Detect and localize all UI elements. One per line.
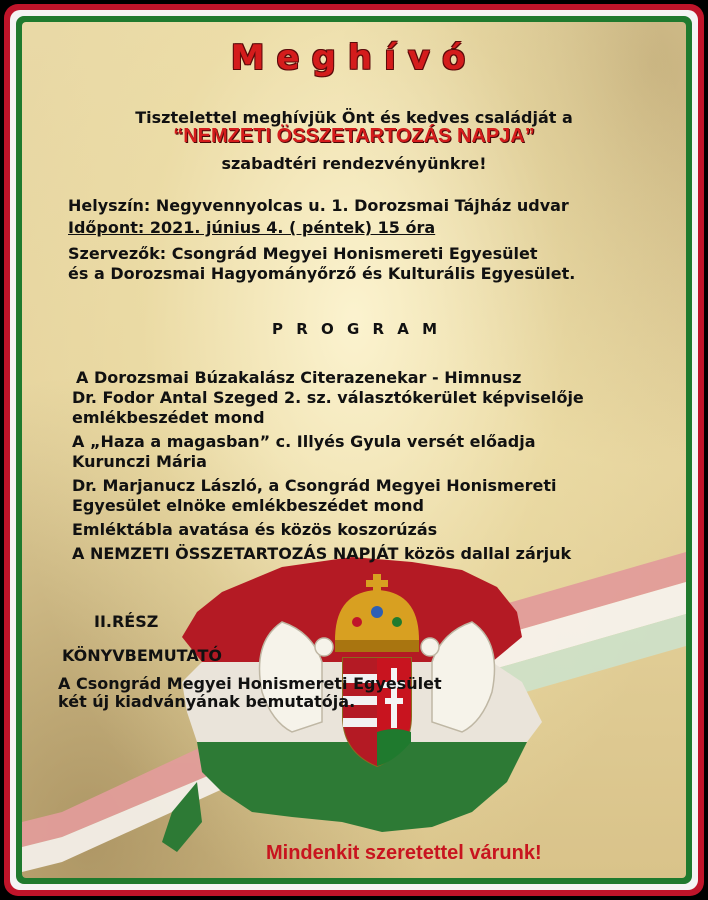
event-name: “NEMZETI ÖSSZETARTOZÁS NAPJA”	[173, 125, 535, 147]
parchment-background	[22, 22, 686, 878]
location-text: Helyszín: Negyvennyolcas u. 1. Dorozsmai Tájház udvar	[68, 196, 569, 215]
intro-text: Tisztelettel meghívjük Önt és kedves családját a	[135, 108, 573, 127]
part-two-line-2: két új kiadványának bemutatója.	[58, 692, 356, 711]
part-two-heading: II.RÉSZ	[94, 612, 159, 631]
program-line: Dr. Fodor Antal Szeged 2. sz. választókerület képviselője	[72, 388, 584, 407]
invitation-title: Meghívó	[230, 38, 478, 78]
intro-end-text: szabadtéri rendezvényünkre!	[221, 154, 487, 173]
program-line: Egyesület elnöke emlékbeszédet mond	[72, 496, 425, 515]
organizers-line-1: Szervezők: Csongrád Megyei Honismereti Egyesület	[68, 244, 538, 263]
closing-text: Mindenkit szeretettel várunk!	[266, 842, 542, 864]
program-line: Kurunczi Mária	[72, 452, 207, 471]
program-line: emlékbeszédet mond	[72, 408, 265, 427]
part-two-line-1: A Csongrád Megyei Honismereti Egyesület	[58, 674, 442, 693]
part-two-subheading: KÖNYVBEMUTATÓ	[62, 646, 223, 665]
program-line: Dr. Marjanucz László, a Csongrád Megyei Honismereti	[72, 476, 557, 495]
program-line: A Dorozsmai Búzakalász Citerazenekar - Himnusz	[76, 368, 522, 387]
program-line: A „Haza a magasban” c. Illyés Gyula versét előadja	[72, 432, 536, 451]
program-line: Emléktábla avatása és közös koszorúzás	[72, 520, 438, 539]
organizers-line-2: és a Dorozsmai Hagyományőrző és Kulturális Egyesület.	[68, 264, 576, 283]
time-text: Időpont: 2021. június 4. ( péntek) 15 óra	[68, 218, 436, 237]
program-heading: P R O G R A M	[272, 320, 442, 338]
program-line: A NEMZETI ÖSSZETARTOZÁS NAPJÁT közös dallal zárjuk	[72, 544, 572, 563]
